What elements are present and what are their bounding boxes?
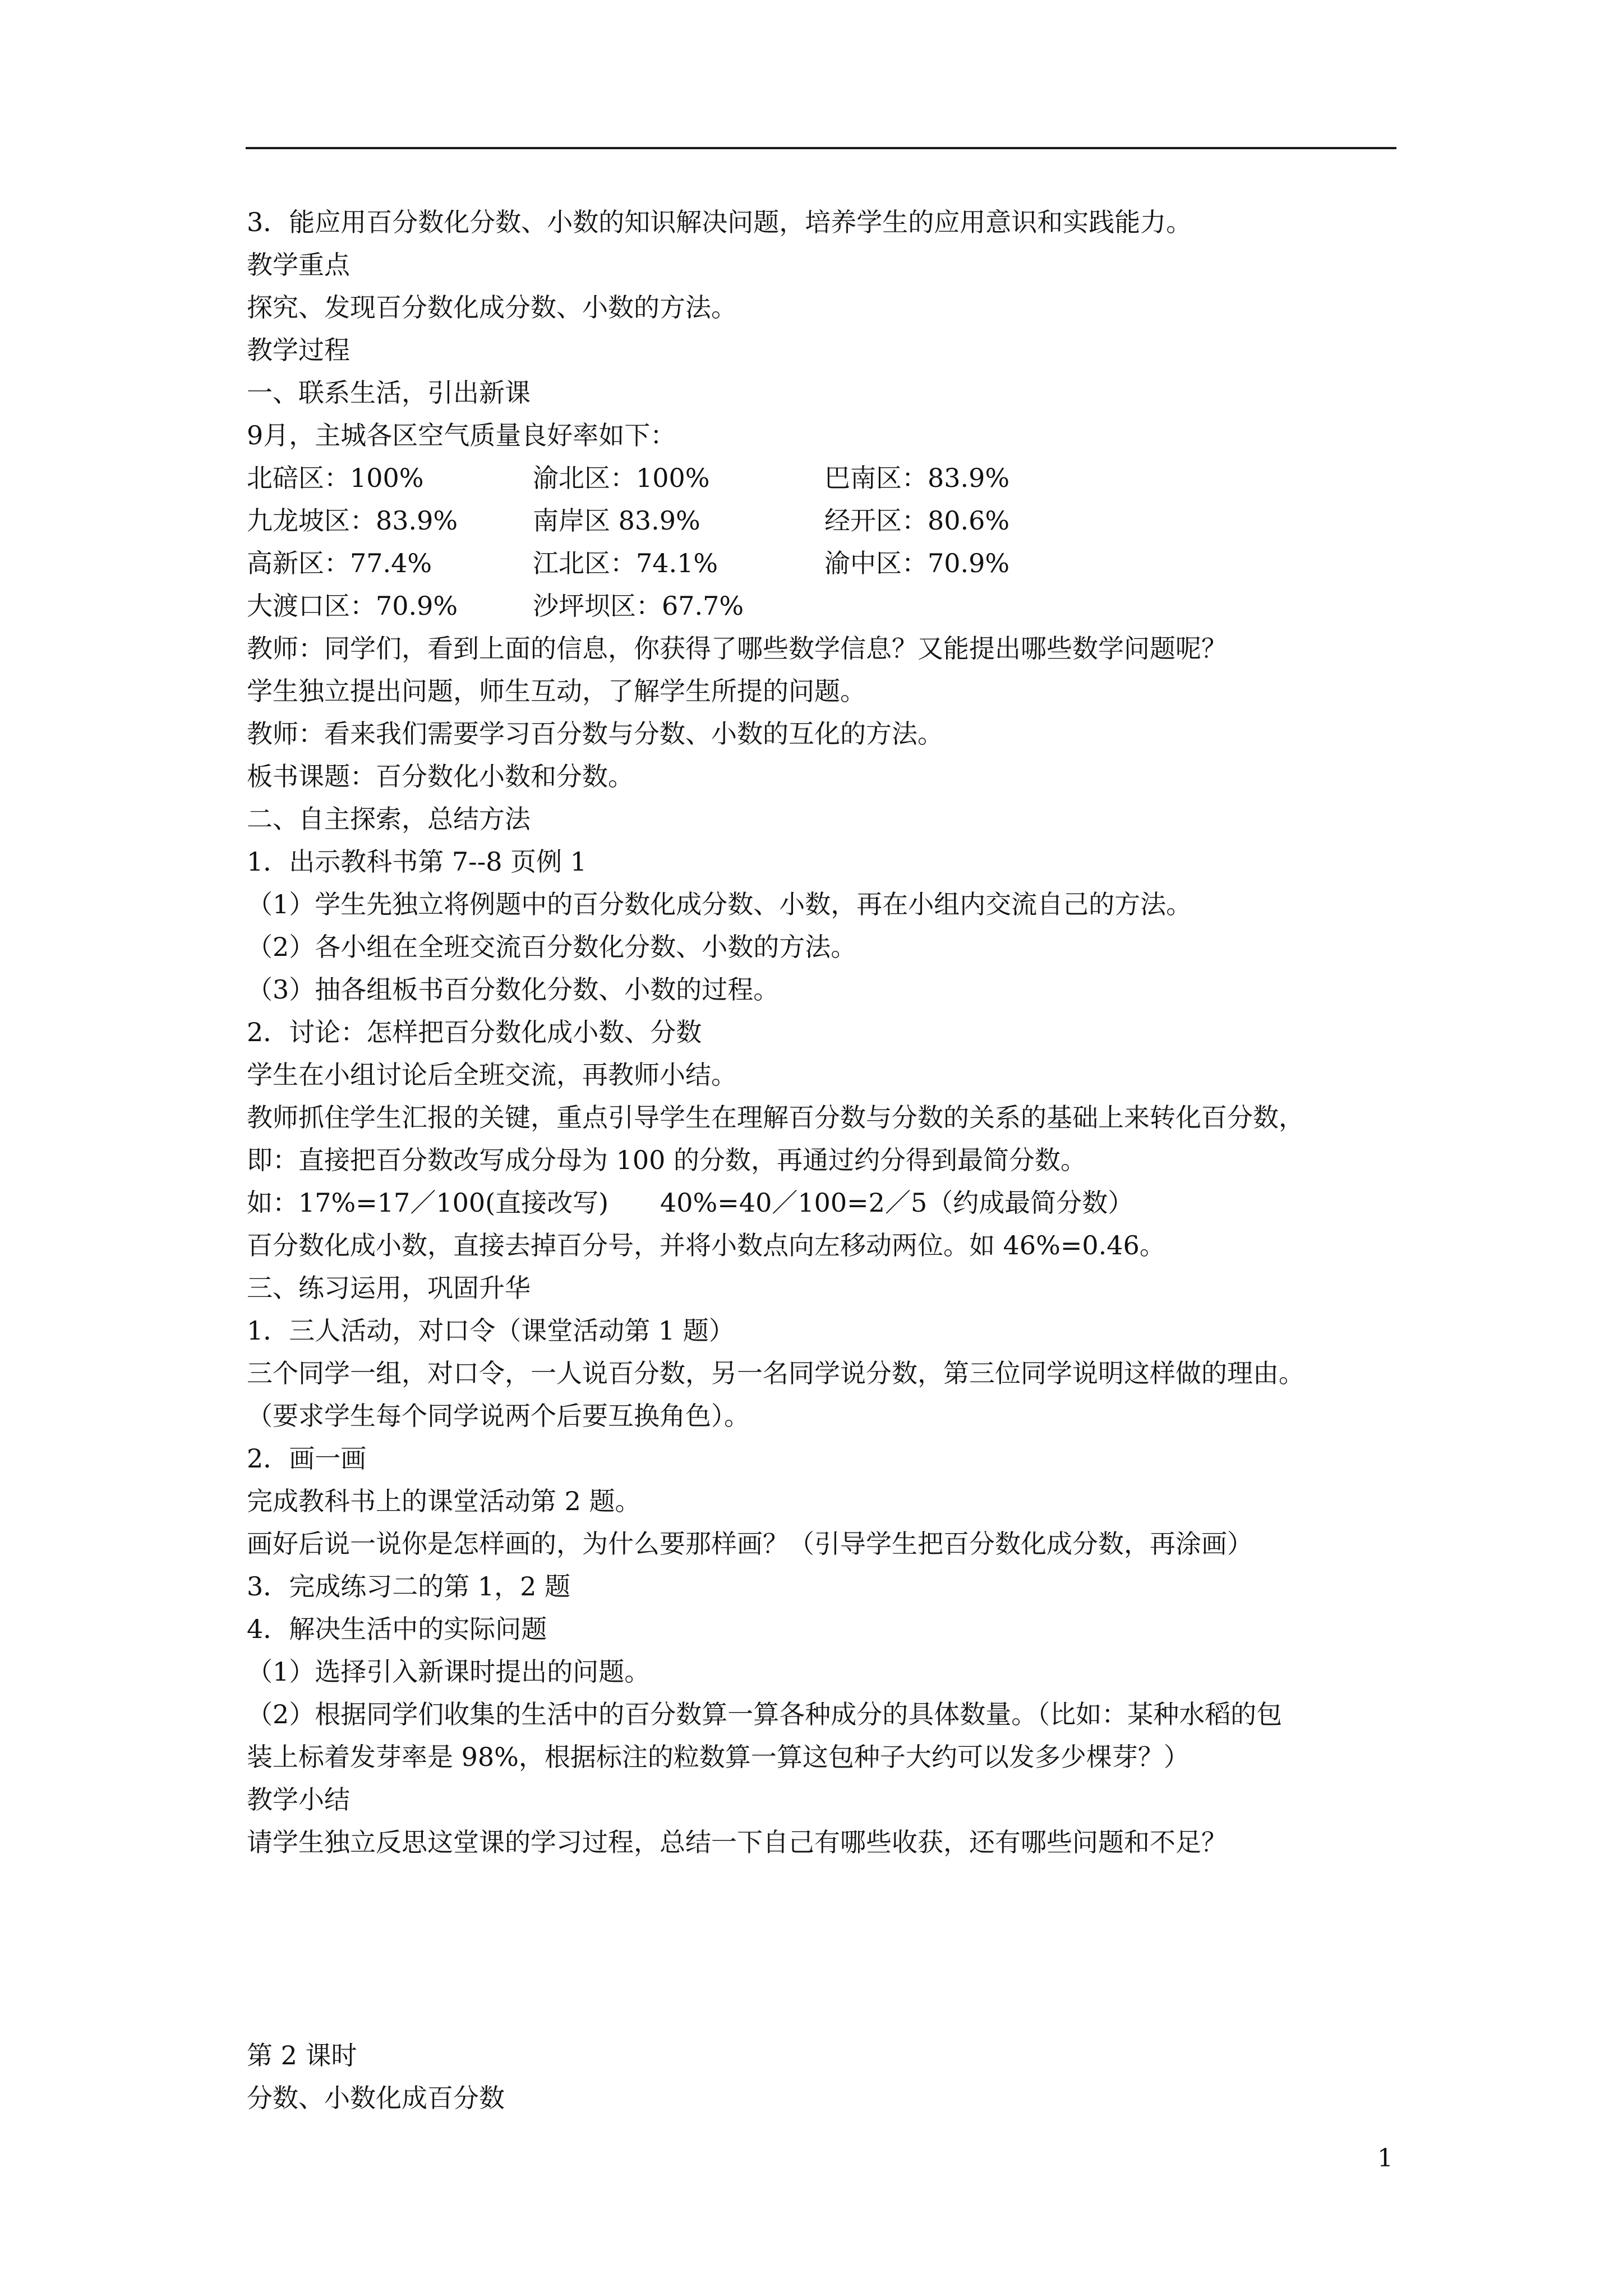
lesson-2-heading [247,2034,1402,2119]
text-line: 百分数化成小数，直接去掉百分号，并将小数点向左移动两位。如 46%=0.46。 [247,1230,1165,1260]
text-line: 探究、发现百分数化成分数、小数的方法。 [247,292,737,323]
text-line: 教师：看来我们需要学习百分数与分数、小数的互化的方法。 [247,719,943,749]
air-quality-entry: 经开区：80.6% [824,505,1010,536]
document-body [247,201,1402,2119]
lesson-process [247,627,1402,1864]
text-line: （3）抽各组板书百分数化分数、小数的过程。 [247,974,780,1005]
air-quality-row [247,499,1402,542]
text-line: 2．画一画 [247,1443,367,1474]
air-quality-entry: 南岸区 83.9% [533,505,700,536]
text-line: （2）各小组在全班交流百分数化分数、小数的方法。 [247,932,857,962]
text-line: 教学过程 [247,335,350,365]
air-quality-entry: 渝北区：100% [533,463,710,493]
text-line: 教学小结 [247,1784,350,1815]
text-line: 学生独立提出问题，师生互动，了解学生所提的问题。 [247,676,866,706]
text-line: 装上标着发芽率是 98%，根据标注的粒数算一算这包种子大约可以发多少棵芽？） [247,1742,1189,1772]
text-line: 二、自主探索，总结方法 [247,804,531,834]
air-quality-row [247,542,1402,585]
section-gap [247,1864,1402,2034]
header-rule [246,147,1396,149]
text-line: 画好后说一说你是怎样画的，为什么要那样画？（引导学生把百分数化成分数，再涂画） [247,1529,1253,1559]
air-quality-list [247,457,1402,627]
air-quality-entry: 渝中区：70.9% [824,548,1010,578]
text-line: （2）根据同学们收集的生活中的百分数算一算各种成分的具体数量。（比如：某种水稻的包 [247,1699,1283,1729]
text-line: 3．能应用百分数化分数、小数的知识解决问题，培养学生的应用意识和实践能力。 [247,207,1192,237]
text-line: 学生在小组讨论后全班交流，再教师小结。 [247,1060,737,1090]
text-line: 1．出示教科书第 7--8 页例 1 [247,846,587,877]
text-line: 完成教科书上的课堂活动第 2 题。 [247,1486,641,1516]
text-line: 请学生独立反思这堂课的学习过程，总结一下自己有哪些收获，还有哪些问题和不足？ [247,1827,1227,1857]
text-line: 9月，主城各区空气质量良好率如下： [247,420,676,450]
text-line: （1）选择引入新课时提出的问题。 [247,1657,651,1687]
air-quality-row [247,457,1402,499]
text-line: 第 2 课时 [247,2040,357,2070]
text-line: 三、练习运用，巩固升华 [247,1273,531,1303]
text-line: 4．解决生活中的实际问题 [247,1614,547,1644]
text-line: （要求学生每个同学说两个后要互换角色）。 [247,1401,750,1431]
air-quality-entry: 九龙坡区：83.9% [247,505,458,536]
text-line: 1．三人活动，对口令（课堂活动第 1 题） [247,1315,735,1346]
text-line: （1）学生先独立将例题中的百分数化成分数、小数，再在小组内交流自己的方法。 [247,889,1192,919]
text-line: 3．完成练习二的第 1，2 题 [247,1571,571,1602]
page-number: 1 [1377,2144,1393,2173]
air-quality-entry [824,585,1116,627]
text-line: 2．讨论：怎样把百分数化成小数、分数 [247,1017,702,1047]
text-line: 板书课题：百分数化小数和分数。 [247,761,634,792]
text-line: 三个同学一组，对口令，一人说百分数，另一名同学说分数，第三位同学说明这样做的理由。 [247,1358,1304,1388]
air-quality-entry: 高新区：77.4% [247,548,432,578]
air-quality-row [247,585,1402,627]
air-quality-entry: 江北区：74.1% [533,548,718,578]
air-quality-entry: 巴南区：83.9% [824,463,1010,493]
text-line: 教师：同学们，看到上面的信息，你获得了哪些数学信息？又能提出哪些数学问题呢？ [247,633,1227,664]
air-quality-entry: 大渡口区：70.9% [247,591,458,621]
air-quality-entry: 北碚区：100% [247,463,424,493]
text-line: 一、联系生活，引出新课 [247,378,531,408]
text-line: 教师抓住学生汇报的关键，重点引导学生在理解百分数与分数的关系的基础上来转化百分数， [247,1102,1304,1133]
text-line: 如：17%=17／100(直接改写) 40%=40／100=2／5（约成最简分数） [247,1188,1134,1218]
text-line: 即：直接把百分数改写成分母为 100 的分数，再通过约分得到最简分数。 [247,1145,1087,1175]
objectives-and-intro [247,201,1402,457]
text-line: 教学重点 [247,250,350,280]
text-line: 分数、小数化成百分数 [247,2083,505,2113]
air-quality-entry: 沙坪坝区：67.7% [533,591,744,621]
